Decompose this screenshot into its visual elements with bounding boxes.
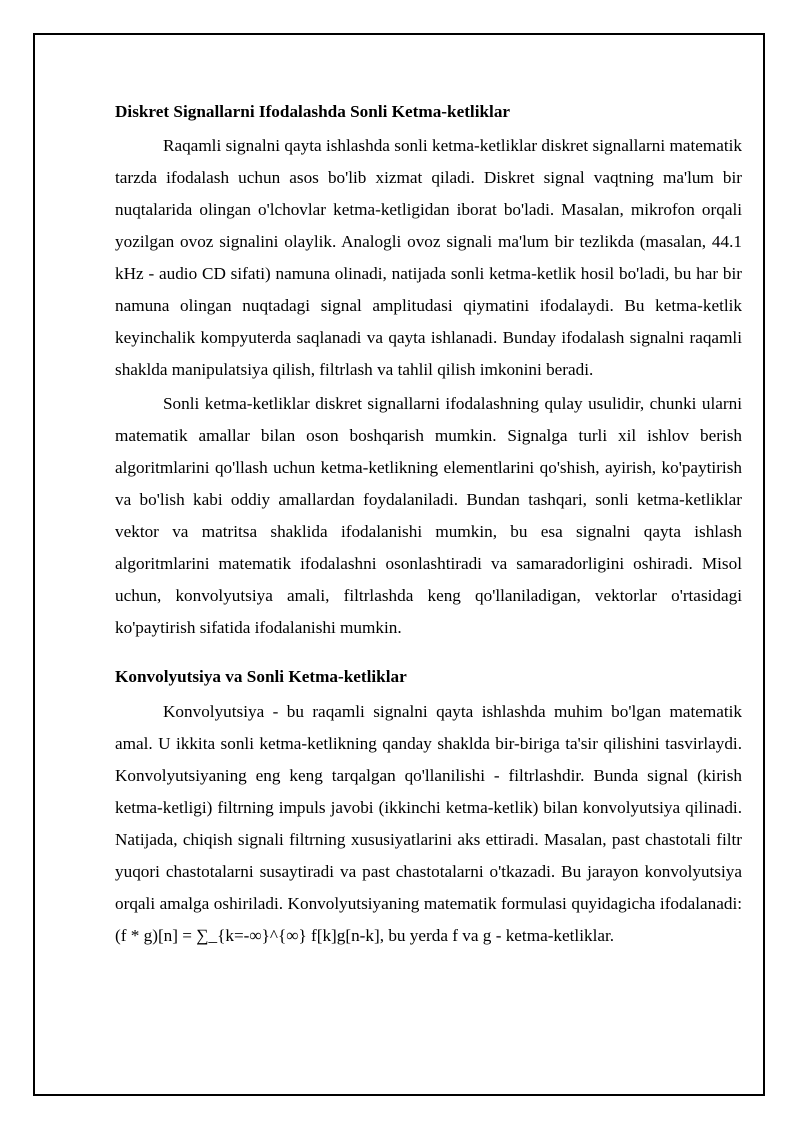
paragraph-discrete-signals-2: Sonli ketma-ketliklar diskret signallarni ifodalashning qulay usulidir, chunki ularni matematik amallar bilan oson boshqarish mumkin. Signalga turli xil ishlov berish algoritmlarini qo'llash uchun ketma-ketlikning elementlarini qo'shish, ayirish, ko'paytirish va bo'lish kabi oddiy amallardan foydalaniladi. Bundan tashqari, sonli ketma-ketliklar vektor va matritsa shaklida ifodalanishi mumkin, bu esa signalni qayta ishlash algoritmlarini matematik ifodalashni osonlashtiradi va samaradorligini oshiradi. Misol uchun, konvolyutsiya amali, filtrlashda keng qo'llaniladigan, vektorlar o'rtasidagi ko'paytirish sifatida ifodalanishi mumkin. [115,394,742,637]
section-heading-convolution: Konvolyutsiya va Sonli Ketma-ketliklar [115,667,407,686]
document-body [115,96,742,952]
paragraph-discrete-signals-1: Raqamli signalni qayta ishlashda sonli ketma-ketliklar diskret signallarni matematik tarzda ifodalash uchun asos bo'lib xizmat qiladi. Diskret signal vaqtning ma'lum bir nuqtalarida olingan o'lchovlar ketma-ketligidan iborat bo'ladi. Masalan, mikrofon orqali yozilgan ovoz signalini olaylik. Analogli ovoz signali ma'lum bir tezlikda (masalan, 44.1 kHz - audio CD sifati) namuna olinadi, natijada sonli ketma-ketlik hosil bo'ladi, bu har bir namuna olingan nuqtadagi signal amplitudasi qiymatini ifodalaydi. Bu ketma-ketlik keyinchalik kompyuterda saqlanadi va qayta ishlanadi. Bunday ifodalash signalni raqamli shaklda manipulatsiya qilish, filtrlash va tahlil qilish imkonini beradi. [115,136,742,379]
section-heading-discrete-signals: Diskret Signallarni Ifodalashda Sonli Ketma-ketliklar [115,102,511,121]
paragraph-convolution-1: Konvolyutsiya - bu raqamli signalni qayta ishlashda muhim bo'lgan matematik amal. U ikkita sonli ketma-ketlikning qanday shaklda bir-biriga ta'sir qilishini tasvirlaydi. Konvolyutsiyaning eng keng tarqalgan qo'llanilishi - filtrlashdir. Bunda signal (kirish ketma-ketligi) filtrning impuls javobi (ikkinchi ketma-ketlik) bilan konvolyutsiya qilinadi. Natijada, chiqish signali filtrning xususiyatlarini aks ettiradi. Masalan, past chastotali filtr yuqori chastotalarni susaytiradi va past chastotalarni o'tkazadi. Bu jarayon konvolyutsiya orqali amalga oshiriladi. Konvolyutsiyaning matematik formulasi quyidagicha ifodalanadi: (f * g)[n] = ∑_{k=-∞}^{∞} f[k]g[n-k], bu yerda f va g - ketma-ketliklar. [115,702,742,945]
